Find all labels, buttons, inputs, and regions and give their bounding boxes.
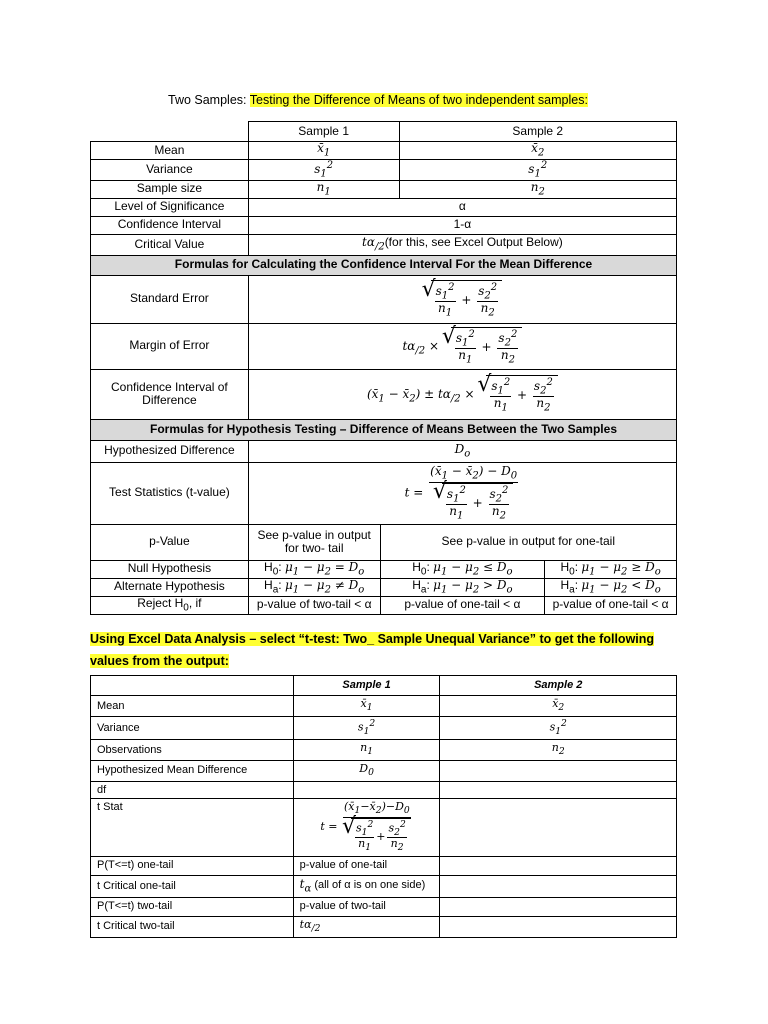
formula-table [90,121,677,615]
excel-tcrit-two: $t\alpha_{/2}$ [293,916,440,937]
excel-empty [440,916,677,937]
col-header-sample1: Sample 1 [248,122,399,142]
variance-sample2: $s_1^2$ [399,160,676,181]
excel-row-label: P(T<=t) one-tail [91,856,294,875]
excel-var-s1: $s_1^2$ [293,716,440,739]
excel-empty [440,856,677,875]
excel-row-label: Mean [91,696,294,717]
title-highlight: Testing the Difference of Means of two independent samples: [249,93,588,107]
hyp-diff-formula: $D_o$ [248,440,676,462]
excel-col-sample1: Sample 1 [293,676,440,696]
standard-error-formula: √ $\frac{s_1^2}{n_1}$ + $\frac{s_2^2}{n_2}$ [248,275,676,323]
excel-empty [440,781,677,799]
row-label-alt-hyp: Alternate Hypothesis [91,578,249,596]
null-hyp-one-le: $H_0$: $\mu_1 - \mu_2 \le D_o$ [380,560,545,578]
row-label-mean: Mean [91,142,249,160]
empty-corner [91,122,249,142]
variance-sample1: $s_1^2$ [248,160,399,181]
ci-value: 1-α [248,216,676,234]
excel-row-label: df [91,781,294,799]
excel-row-label: t Critical two-tail [91,916,294,937]
excel-empty [440,799,677,856]
excel-empty [293,781,440,799]
size-sample2: $n_2$ [399,180,676,198]
null-hyp-two: $H_0$: $\mu_1 - \mu_2 = D_o$ [248,560,380,578]
pvalue-two-tail: See p-value in output for two- tail [248,524,380,560]
page-title [168,93,588,107]
null-hyp-one-ge: $H_0$: $\mu_1 - \mu_2 \ge D_o$ [545,560,677,578]
test-stat-formula: t = ($x̄_1$ − $x̄_2) - D_0$ √ $\frac{s_1^2}{n_1}$ + $\frac{s_2^2}{n_2}$ [248,462,676,524]
row-label-variance: Variance [91,160,249,181]
row-label-ci: Confidence Interval [91,216,249,234]
excel-row-label: t Critical one-tail [91,875,294,897]
reject-one-b: p-value of one-tail < α [545,596,677,614]
row-label-reject: Reject $H_0$, if [91,596,249,614]
excel-instructions-text: Using Excel Data Analysis – select “t-test: Two_ Sample Unequal Variance” to get the following values from the output: [90,632,655,668]
alt-hyp-one-gt: $H_a$: $\mu_1 - \mu_2 > D_o$ [380,578,545,596]
row-label-level: Level of Significance [91,198,249,216]
excel-hyp-diff: $D_0$ [293,760,440,781]
title-prefix: Two Samples: [168,93,250,107]
row-label-pvalue: p-Value [91,524,249,560]
excel-row-label: t Stat [91,799,294,856]
size-sample1: $n_1$ [248,180,399,198]
col-header-sample2: Sample 2 [399,122,676,142]
band-ci-formulas: Formulas for Calculating the Confidence Interval For the Mean Difference [91,255,677,275]
excel-row-label: Hypothesized Mean Difference [91,760,294,781]
row-label-critical: Critical Value [91,234,249,255]
row-label-null-hyp: Null Hypothesis [91,560,249,578]
band-hypothesis-formulas: Formulas for Hypothesis Testing – Difference of Means Between the Two Samples [91,419,677,440]
pvalue-one-tail: See p-value in output for one-tail [380,524,676,560]
excel-tcrit-one: $t_\alpha$ (all of α is on one side) [293,875,440,897]
excel-var-s2: $s_1^2$ [440,716,677,739]
ci-difference-formula: ($x̄_1$ − $x̄_2) \pm t\alpha_{/2}$ × √ $\frac{s_1^2}{n_1}$ + $\frac{s_2^2}{n_2}$ [248,369,676,419]
alt-hyp-two: $H_a$: $\mu_1 - \mu_2 \ne D_o$ [248,578,380,596]
excel-corner [91,676,294,696]
mean-sample2: $x̄_2$ [399,142,676,160]
excel-output-table [90,675,677,938]
alt-hyp-one-lt: $H_a$: $\mu_1 - \mu_2 < D_o$ [545,578,677,596]
critical-note: (for this, see Excel Output Below) [384,235,563,250]
row-label-standard-error: Standard Error [91,275,249,323]
excel-mean-s2: $x̄_2$ [440,696,677,717]
row-label-sample-size: Sample size [91,180,249,198]
excel-mean-s1: $x̄_1$ [293,696,440,717]
excel-empty [440,875,677,897]
excel-pvalue-one: p-value of one-tail [293,856,440,875]
excel-instructions [90,628,680,672]
reject-one-a: p-value of one-tail < α [380,596,545,614]
row-label-hyp-diff: Hypothesized Difference [91,440,249,462]
row-label-ci-difference: Confidence Interval of Difference [91,369,249,419]
excel-row-label: Variance [91,716,294,739]
excel-row-label: P(T<=t) two-tail [91,897,294,916]
mean-sample1: $x̄_1$ [248,142,399,160]
row-label-test-stat: Test Statistics (t-value) [91,462,249,524]
reject-two: p-value of two-tail < α [248,596,380,614]
excel-pvalue-two: p-value of two-tail [293,897,440,916]
excel-tstat-formula: t = $(x̄_1-x̄_2)-D_0$ √ $\frac{s_1^2}{n_1}$ + $\frac{s_2^2}{n_2}$ [293,799,440,856]
excel-obs-s1: $n_1$ [293,740,440,761]
critical-value: $t\alpha_{/2}(for$ this, see Excel Output Below) [248,234,676,255]
level-value: α [248,198,676,216]
excel-empty [440,760,677,781]
row-label-margin-error: Margin of Error [91,323,249,369]
excel-obs-s2: $n_2$ [440,740,677,761]
excel-row-label: Observations [91,740,294,761]
excel-col-sample2: Sample 2 [440,676,677,696]
excel-empty [440,897,677,916]
margin-error-formula: $t\alpha_{/2}$ × √ $\frac{s_1^2}{n_1}$ + $\frac{s_2^2}{n_2}$ [248,323,676,369]
